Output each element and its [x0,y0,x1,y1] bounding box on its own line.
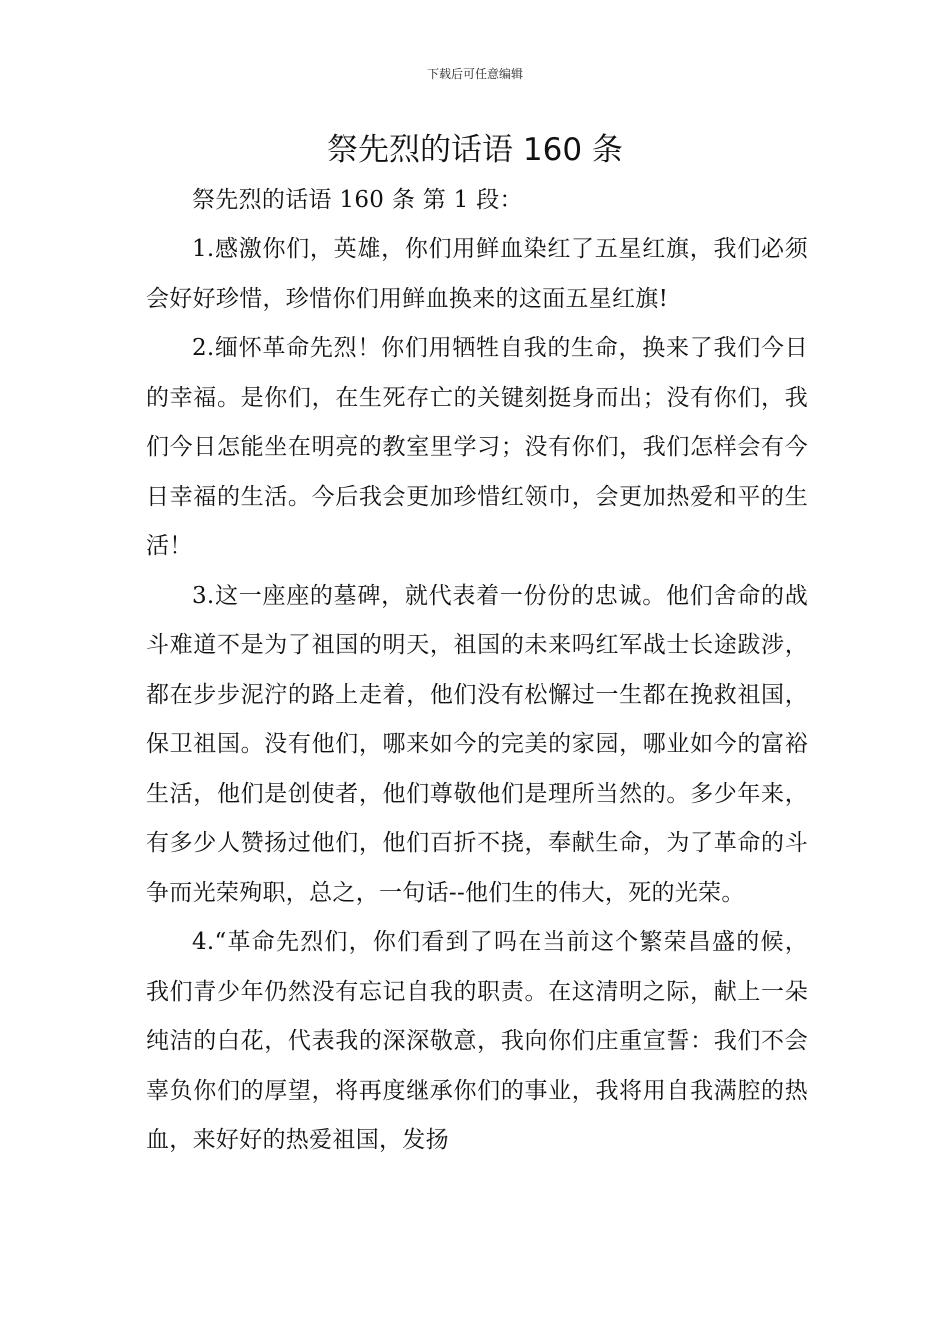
paragraph-4: 4.“革命先烈们，你们看到了吗在当前这个繁荣昌盛的候，我们青少年仍然没有忘记自我的职责。在这清明之际，献上一朵纯洁的白花，代表我的深深敬意，我向你们庄重宣誓：我们不会辜负你们的厚望，将再度继承你们的事业，我将用自我满腔的热血，来好好的热爱祖国，发扬 [146,929,808,1153]
header-note: 下载后可任意编辑 [426,67,523,81]
section-heading: 祭先烈的话语 160 条 第 1 段： [192,187,523,213]
paragraph-3: 3.这一座座的墓碑，就代表着一份份的忠诚。他们舍命的战斗难道不是为了祖国的明天，祖国的未来吗红军战士长途跋涉，都在步步泥泞的路上走着，他们没有松懈过一生都在挽救祖国，保卫祖国。没有他们，哪来如今的完美的家园，哪业如今的富裕生活，他们是创使者，他们尊敬他们是理所当然的。多少年来，有多少人赞扬过他们，他们百折不挠，奉献生命，为了革命的斗争而光荣殉职，总之，一句话--他们生的伟大，死的光荣。 [146,582,808,906]
document-body [146,176,808,1166]
paragraph-2: 2.缅怀革命先烈！你们用牺牲自我的生命，换来了我们今日的幸福。是你们，在生死存亡的关键刻挺身而出；没有你们，我们今日怎能坐在明亮的教室里学习；没有你们，我们怎样会有今日幸福的生活。今后我会更加珍惜红领巾，会更加热爱和平的生活！ [146,335,808,559]
document-title: 祭先烈的话语 160 条 [327,132,623,168]
paragraph-1: 1.感激你们，英雄，你们用鲜血染红了五星红旗，我们必须会好好珍惜，珍惜你们用鲜血换来的这面五星红旗! [146,236,808,312]
